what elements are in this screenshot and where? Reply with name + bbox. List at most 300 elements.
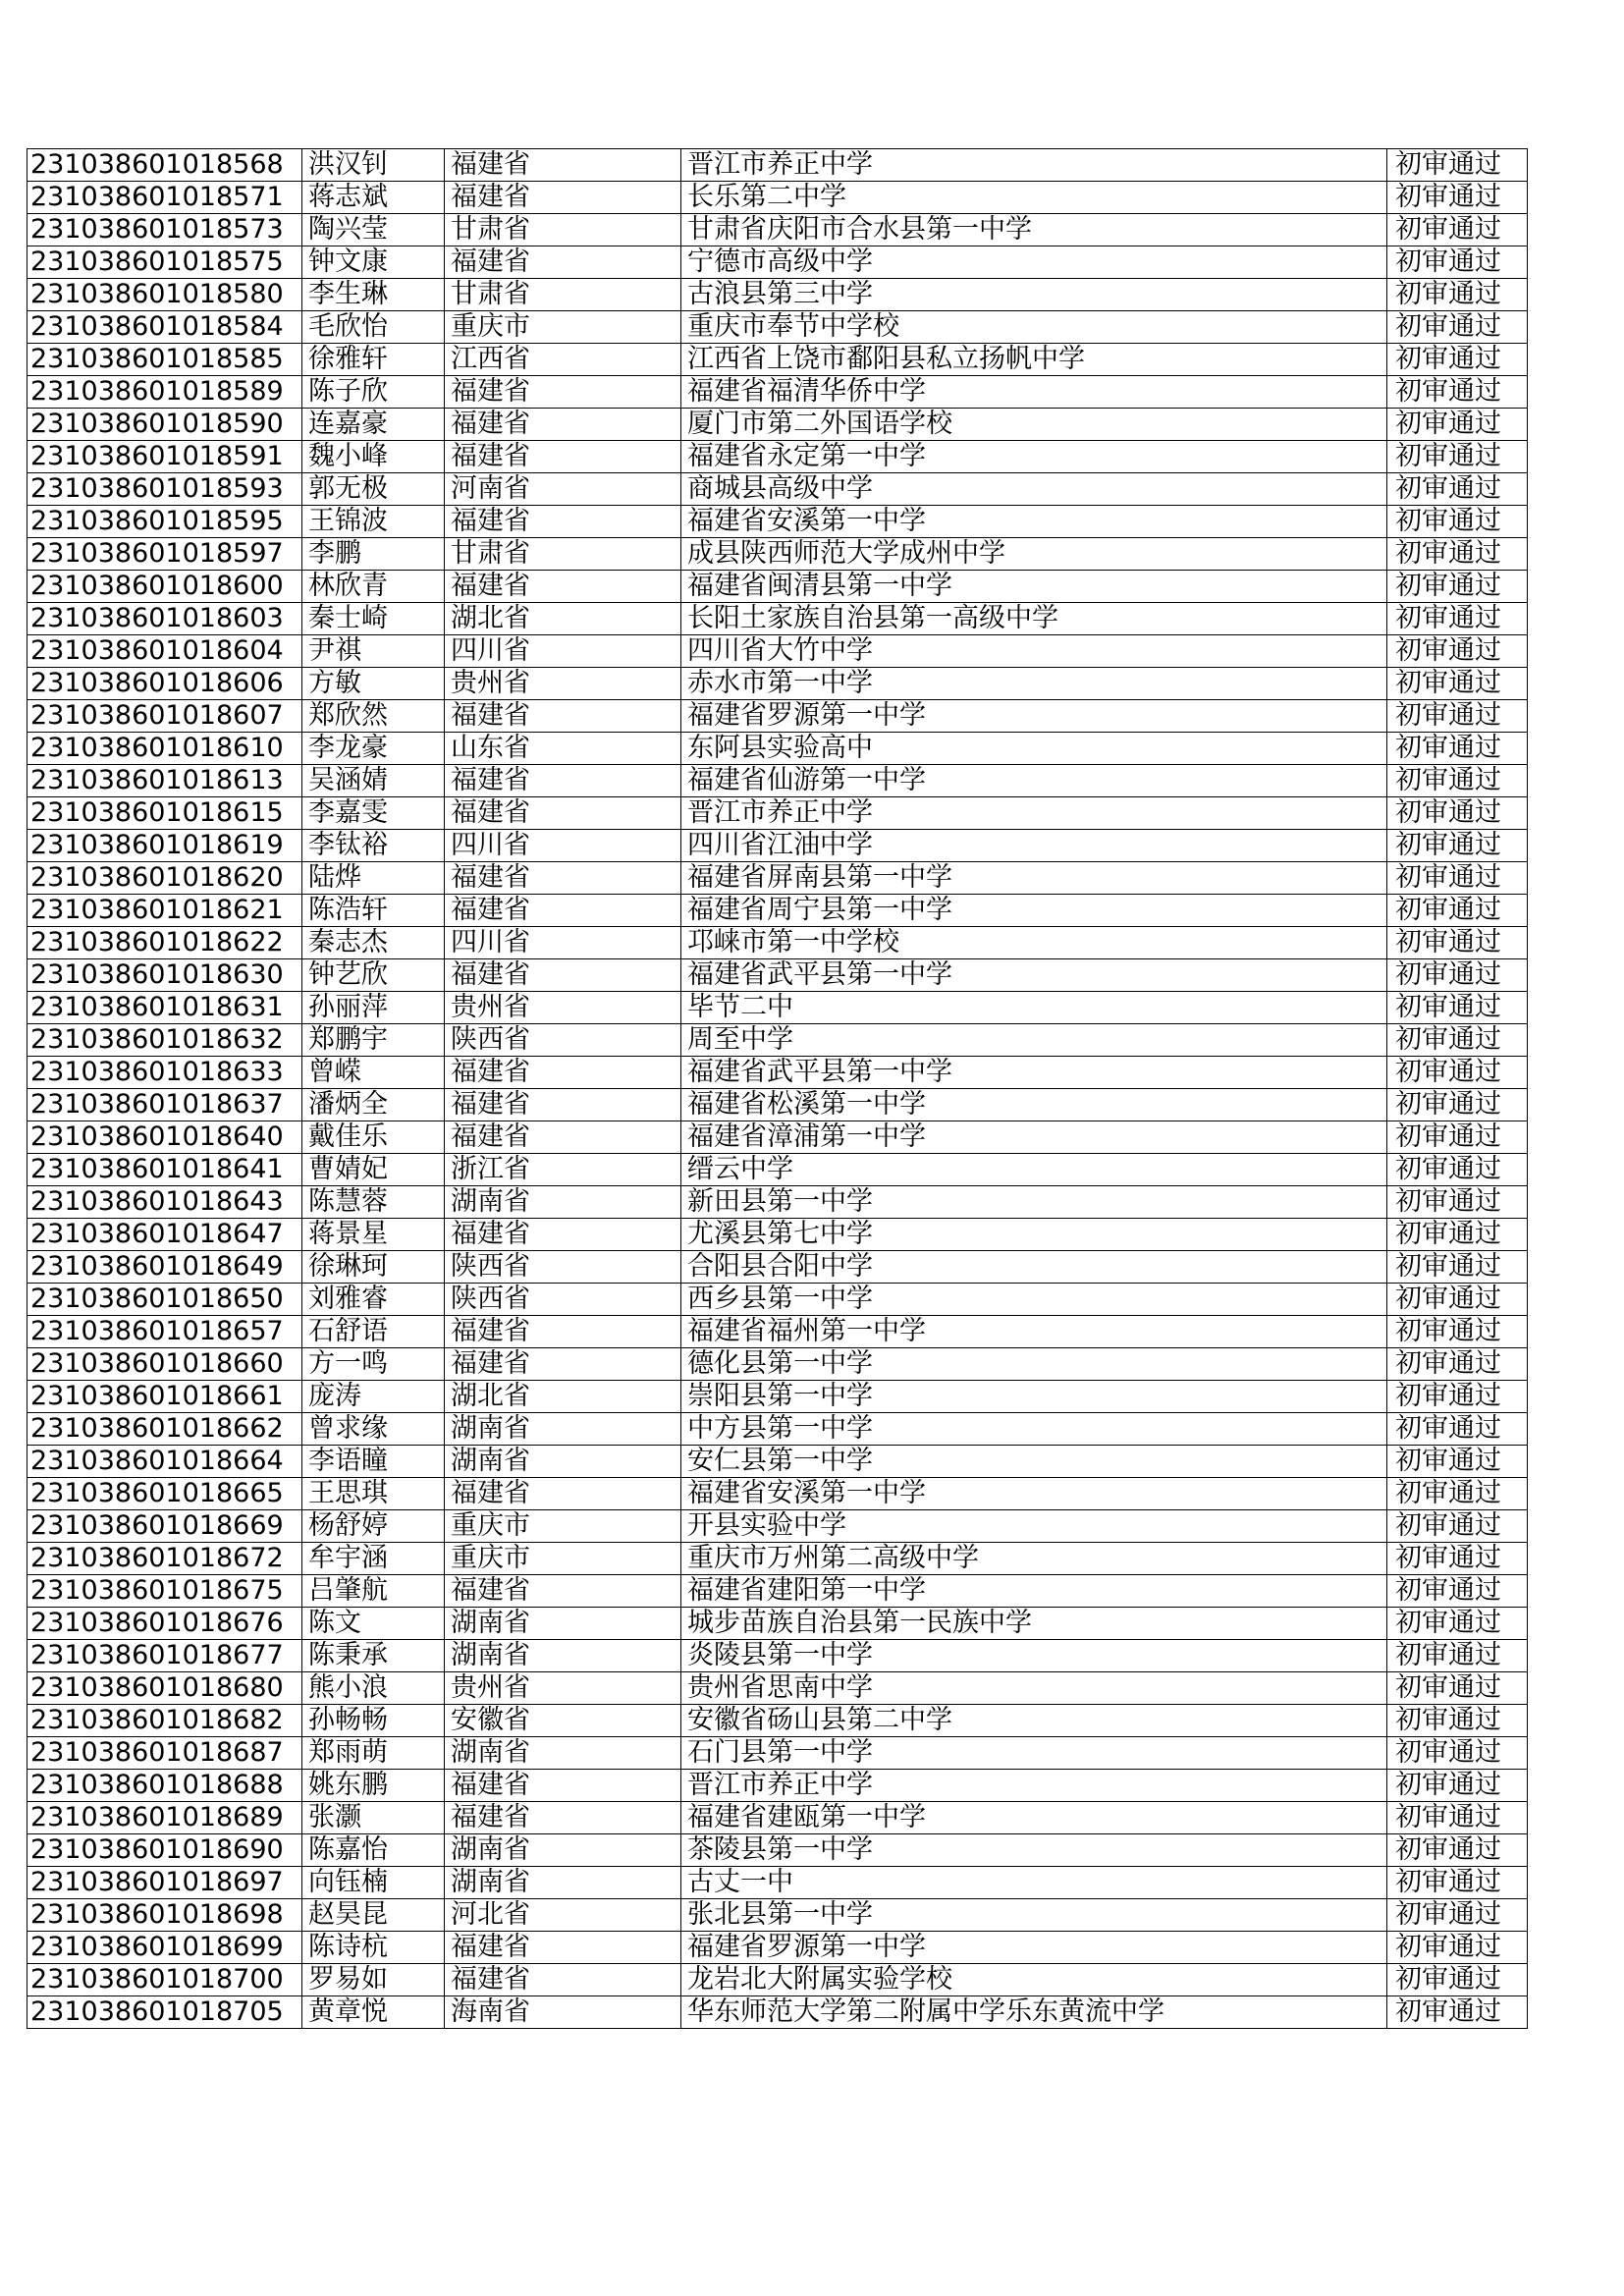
review-status-cell: 初审通过: [1387, 1834, 1528, 1867]
registration-number-cell: 231038601018662: [27, 1413, 302, 1446]
registration-number-cell: 231038601018568: [27, 149, 302, 182]
registration-number-cell: 231038601018664: [27, 1446, 302, 1478]
applicant-name-cell: 蒋志斌: [302, 182, 445, 214]
table-row: [27, 1705, 1528, 1737]
province-cell: 浙江省: [445, 1154, 681, 1186]
school-cell: 福建省武平县第一中学: [681, 1057, 1387, 1089]
table-row: [27, 830, 1528, 862]
table-row: [27, 1154, 1528, 1186]
province-cell: 福建省: [445, 1121, 681, 1154]
province-cell: 福建省: [445, 1932, 681, 1964]
table-row: [27, 1867, 1528, 1899]
school-cell: 赤水市第一中学: [681, 668, 1387, 700]
table-row: [27, 992, 1528, 1024]
school-cell: 合阳县合阳中学: [681, 1251, 1387, 1284]
table-row: [27, 1251, 1528, 1284]
province-cell: 福建省: [445, 409, 681, 441]
school-cell: 古浪县第三中学: [681, 279, 1387, 311]
province-cell: 陕西省: [445, 1024, 681, 1057]
review-status-cell: 初审通过: [1387, 344, 1528, 376]
review-status-cell: 初审通过: [1387, 1446, 1528, 1478]
province-cell: 重庆市: [445, 1510, 681, 1543]
registration-number-cell: 231038601018622: [27, 927, 302, 959]
applicant-name-cell: 孙畅畅: [302, 1705, 445, 1737]
registration-number-cell: 231038601018620: [27, 862, 302, 895]
school-cell: 开县实验中学: [681, 1510, 1387, 1543]
school-cell: 崇阳县第一中学: [681, 1381, 1387, 1413]
registration-number-cell: 231038601018610: [27, 733, 302, 765]
review-status-cell: 初审通过: [1387, 1024, 1528, 1057]
table-row: [27, 635, 1528, 668]
applicant-name-cell: 牟宇涵: [302, 1543, 445, 1575]
school-cell: 毕节二中: [681, 992, 1387, 1024]
province-cell: 四川省: [445, 830, 681, 862]
province-cell: 福建省: [445, 246, 681, 279]
review-status-cell: 初审通过: [1387, 992, 1528, 1024]
applicant-table-body: [27, 149, 1528, 2029]
review-status-cell: 初审通过: [1387, 246, 1528, 279]
school-cell: 福建省安溪第一中学: [681, 1478, 1387, 1510]
school-cell: 福建省建瓯第一中学: [681, 1802, 1387, 1834]
applicant-name-cell: 方一鸣: [302, 1348, 445, 1381]
province-cell: 福建省: [445, 765, 681, 797]
table-row: [27, 1770, 1528, 1802]
review-status-cell: 初审通过: [1387, 1964, 1528, 1996]
table-row: [27, 927, 1528, 959]
province-cell: 河北省: [445, 1899, 681, 1932]
table-row: [27, 733, 1528, 765]
review-status-cell: 初审通过: [1387, 1348, 1528, 1381]
province-cell: 江西省: [445, 344, 681, 376]
applicant-name-cell: 郑鹏宇: [302, 1024, 445, 1057]
applicant-name-cell: 姚东鹏: [302, 1770, 445, 1802]
table-row: [27, 246, 1528, 279]
review-status-cell: 初审通过: [1387, 700, 1528, 733]
province-cell: 甘肃省: [445, 214, 681, 246]
province-cell: 福建省: [445, 441, 681, 473]
province-cell: 山东省: [445, 733, 681, 765]
school-cell: 安徽省砀山县第二中学: [681, 1705, 1387, 1737]
school-cell: 石门县第一中学: [681, 1737, 1387, 1770]
table-row: [27, 895, 1528, 927]
school-cell: 重庆市奉节中学校: [681, 311, 1387, 344]
applicant-name-cell: 王思琪: [302, 1478, 445, 1510]
registration-number-cell: 231038601018632: [27, 1024, 302, 1057]
applicant-name-cell: 郑雨萌: [302, 1737, 445, 1770]
review-status-cell: 初审通过: [1387, 797, 1528, 830]
province-cell: 福建省: [445, 1089, 681, 1121]
table-row: [27, 1219, 1528, 1251]
table-row: [27, 862, 1528, 895]
province-cell: 陕西省: [445, 1284, 681, 1316]
table-row: [27, 797, 1528, 830]
applicant-name-cell: 李龙豪: [302, 733, 445, 765]
registration-number-cell: 231038601018593: [27, 473, 302, 506]
applicant-name-cell: 曾求缘: [302, 1413, 445, 1446]
registration-number-cell: 231038601018600: [27, 571, 302, 603]
applicant-name-cell: 陶兴莹: [302, 214, 445, 246]
review-status-cell: 初审通过: [1387, 1413, 1528, 1446]
province-cell: 重庆市: [445, 311, 681, 344]
school-cell: 城步苗族自治县第一民族中学: [681, 1608, 1387, 1640]
review-status-cell: 初审通过: [1387, 1867, 1528, 1899]
applicant-name-cell: 林欣青: [302, 571, 445, 603]
table-row: [27, 1510, 1528, 1543]
registration-number-cell: 231038601018643: [27, 1186, 302, 1219]
school-cell: 重庆市万州第二高级中学: [681, 1543, 1387, 1575]
review-status-cell: 初审通过: [1387, 1478, 1528, 1510]
table-row: [27, 149, 1528, 182]
registration-number-cell: 231038601018640: [27, 1121, 302, 1154]
review-status-cell: 初审通过: [1387, 1510, 1528, 1543]
registration-number-cell: 231038601018585: [27, 344, 302, 376]
applicant-name-cell: 向钰楠: [302, 1867, 445, 1899]
applicant-name-cell: 石舒语: [302, 1316, 445, 1348]
registration-number-cell: 231038601018621: [27, 895, 302, 927]
registration-number-cell: 231038601018682: [27, 1705, 302, 1737]
review-status-cell: 初审通过: [1387, 441, 1528, 473]
registration-number-cell: 231038601018690: [27, 1834, 302, 1867]
review-status-cell: 初审通过: [1387, 409, 1528, 441]
registration-number-cell: 231038601018680: [27, 1672, 302, 1705]
table-row: [27, 1089, 1528, 1121]
registration-number-cell: 231038601018672: [27, 1543, 302, 1575]
applicant-name-cell: 潘炳全: [302, 1089, 445, 1121]
registration-number-cell: 231038601018649: [27, 1251, 302, 1284]
table-row: [27, 538, 1528, 571]
registration-number-cell: 231038601018575: [27, 246, 302, 279]
school-cell: 德化县第一中学: [681, 1348, 1387, 1381]
review-status-cell: 初审通过: [1387, 668, 1528, 700]
school-cell: 古丈一中: [681, 1867, 1387, 1899]
school-cell: 缙云中学: [681, 1154, 1387, 1186]
registration-number-cell: 231038601018697: [27, 1867, 302, 1899]
table-row: [27, 344, 1528, 376]
review-status-cell: 初审通过: [1387, 1608, 1528, 1640]
review-status-cell: 初审通过: [1387, 895, 1528, 927]
school-cell: 周至中学: [681, 1024, 1387, 1057]
school-cell: 晋江市养正中学: [681, 149, 1387, 182]
province-cell: 甘肃省: [445, 538, 681, 571]
school-cell: 东阿县实验高中: [681, 733, 1387, 765]
province-cell: 陕西省: [445, 1251, 681, 1284]
table-row: [27, 1316, 1528, 1348]
registration-number-cell: 231038601018604: [27, 635, 302, 668]
registration-number-cell: 231038601018591: [27, 441, 302, 473]
registration-number-cell: 231038601018589: [27, 376, 302, 409]
applicant-name-cell: 徐雅轩: [302, 344, 445, 376]
applicant-name-cell: 魏小峰: [302, 441, 445, 473]
province-cell: 四川省: [445, 927, 681, 959]
school-cell: 炎陵县第一中学: [681, 1640, 1387, 1672]
province-cell: 湖南省: [445, 1608, 681, 1640]
review-status-cell: 初审通过: [1387, 1996, 1528, 2029]
table-row: [27, 1996, 1528, 2029]
school-cell: 新田县第一中学: [681, 1186, 1387, 1219]
registration-number-cell: 231038601018606: [27, 668, 302, 700]
school-cell: 商城县高级中学: [681, 473, 1387, 506]
applicant-name-cell: 陈秉承: [302, 1640, 445, 1672]
table-row: [27, 668, 1528, 700]
school-cell: 长阳土家族自治县第一高级中学: [681, 603, 1387, 635]
review-status-cell: 初审通过: [1387, 571, 1528, 603]
table-row: [27, 506, 1528, 538]
table-row: [27, 1543, 1528, 1575]
applicant-name-cell: 李语瞳: [302, 1446, 445, 1478]
province-cell: 福建省: [445, 862, 681, 895]
school-cell: 福建省仙游第一中学: [681, 765, 1387, 797]
province-cell: 湖南省: [445, 1413, 681, 1446]
review-status-cell: 初审通过: [1387, 1381, 1528, 1413]
review-status-cell: 初审通过: [1387, 1899, 1528, 1932]
province-cell: 重庆市: [445, 1543, 681, 1575]
table-row: [27, 311, 1528, 344]
province-cell: 河南省: [445, 473, 681, 506]
applicant-name-cell: 黄章悦: [302, 1996, 445, 2029]
province-cell: 福建省: [445, 1219, 681, 1251]
review-status-cell: 初审通过: [1387, 1543, 1528, 1575]
registration-number-cell: 231038601018675: [27, 1575, 302, 1608]
school-cell: 成县陕西师范大学成州中学: [681, 538, 1387, 571]
registration-number-cell: 231038601018630: [27, 959, 302, 992]
province-cell: 福建省: [445, 149, 681, 182]
registration-number-cell: 231038601018665: [27, 1478, 302, 1510]
applicant-name-cell: 李鹏: [302, 538, 445, 571]
review-status-cell: 初审通过: [1387, 1089, 1528, 1121]
school-cell: 龙岩北大附属实验学校: [681, 1964, 1387, 1996]
school-cell: 福建省武平县第一中学: [681, 959, 1387, 992]
registration-number-cell: 231038601018647: [27, 1219, 302, 1251]
applicant-name-cell: 连嘉豪: [302, 409, 445, 441]
applicant-name-cell: 陆烨: [302, 862, 445, 895]
applicant-name-cell: 方敏: [302, 668, 445, 700]
registration-number-cell: 231038601018705: [27, 1996, 302, 2029]
province-cell: 福建省: [445, 700, 681, 733]
province-cell: 四川省: [445, 635, 681, 668]
school-cell: 长乐第二中学: [681, 182, 1387, 214]
review-status-cell: 初审通过: [1387, 1932, 1528, 1964]
school-cell: 福建省安溪第一中学: [681, 506, 1387, 538]
applicant-name-cell: 秦士崎: [302, 603, 445, 635]
applicant-name-cell: 曹婧妃: [302, 1154, 445, 1186]
school-cell: 福建省福州第一中学: [681, 1316, 1387, 1348]
table-row: [27, 1964, 1528, 1996]
review-status-cell: 初审通过: [1387, 311, 1528, 344]
review-status-cell: 初审通过: [1387, 635, 1528, 668]
applicant-name-cell: 戴佳乐: [302, 1121, 445, 1154]
table-row: [27, 1672, 1528, 1705]
applicant-name-cell: 李嘉雯: [302, 797, 445, 830]
registration-number-cell: 231038601018669: [27, 1510, 302, 1543]
review-status-cell: 初审通过: [1387, 149, 1528, 182]
province-cell: 福建省: [445, 1057, 681, 1089]
applicant-name-cell: 陈浩轩: [302, 895, 445, 927]
review-status-cell: 初审通过: [1387, 1802, 1528, 1834]
applicant-name-cell: 郭无极: [302, 473, 445, 506]
table-row: [27, 376, 1528, 409]
province-cell: 福建省: [445, 1802, 681, 1834]
table-row: [27, 1121, 1528, 1154]
registration-number-cell: 231038601018699: [27, 1932, 302, 1964]
province-cell: 甘肃省: [445, 279, 681, 311]
school-cell: 厦门市第二外国语学校: [681, 409, 1387, 441]
table-row: [27, 1348, 1528, 1381]
registration-number-cell: 231038601018595: [27, 506, 302, 538]
registration-number-cell: 231038601018637: [27, 1089, 302, 1121]
applicant-name-cell: 吴涵婧: [302, 765, 445, 797]
applicant-name-cell: 张灏: [302, 1802, 445, 1834]
table-row: [27, 1478, 1528, 1510]
applicant-name-cell: 李钛裕: [302, 830, 445, 862]
school-cell: 福建省周宁县第一中学: [681, 895, 1387, 927]
school-cell: 甘肃省庆阳市合水县第一中学: [681, 214, 1387, 246]
review-status-cell: 初审通过: [1387, 1737, 1528, 1770]
registration-number-cell: 231038601018633: [27, 1057, 302, 1089]
school-cell: 邛崃市第一中学校: [681, 927, 1387, 959]
province-cell: 福建省: [445, 1770, 681, 1802]
province-cell: 湖南省: [445, 1640, 681, 1672]
table-row: [27, 1446, 1528, 1478]
registration-number-cell: 231038601018687: [27, 1737, 302, 1770]
province-cell: 福建省: [445, 182, 681, 214]
table-row: [27, 1413, 1528, 1446]
school-cell: 四川省大竹中学: [681, 635, 1387, 668]
review-status-cell: 初审通过: [1387, 214, 1528, 246]
province-cell: 湖北省: [445, 603, 681, 635]
review-status-cell: 初审通过: [1387, 603, 1528, 635]
applicant-name-cell: 钟文康: [302, 246, 445, 279]
province-cell: 海南省: [445, 1996, 681, 2029]
school-cell: 福建省松溪第一中学: [681, 1089, 1387, 1121]
table-row: [27, 441, 1528, 473]
table-row: [27, 1640, 1528, 1672]
table-row: [27, 1737, 1528, 1770]
province-cell: 贵州省: [445, 1672, 681, 1705]
table-row: [27, 279, 1528, 311]
applicant-name-cell: 王锦波: [302, 506, 445, 538]
school-cell: 福建省永定第一中学: [681, 441, 1387, 473]
review-status-cell: 初审通过: [1387, 1284, 1528, 1316]
table-row: [27, 1284, 1528, 1316]
review-status-cell: 初审通过: [1387, 1575, 1528, 1608]
school-cell: 宁德市高级中学: [681, 246, 1387, 279]
registration-number-cell: 231038601018590: [27, 409, 302, 441]
school-cell: 晋江市养正中学: [681, 1770, 1387, 1802]
school-cell: 茶陵县第一中学: [681, 1834, 1387, 1867]
applicant-name-cell: 洪汉钊: [302, 149, 445, 182]
review-status-cell: 初审通过: [1387, 765, 1528, 797]
table-row: [27, 1899, 1528, 1932]
review-status-cell: 初审通过: [1387, 959, 1528, 992]
applicant-name-cell: 熊小浪: [302, 1672, 445, 1705]
review-status-cell: 初审通过: [1387, 538, 1528, 571]
review-status-cell: 初审通过: [1387, 279, 1528, 311]
applicant-name-cell: 吕肇航: [302, 1575, 445, 1608]
registration-number-cell: 231038601018700: [27, 1964, 302, 1996]
registration-number-cell: 231038601018603: [27, 603, 302, 635]
review-status-cell: 初审通过: [1387, 1770, 1528, 1802]
applicant-name-cell: 刘雅睿: [302, 1284, 445, 1316]
table-row: [27, 700, 1528, 733]
province-cell: 福建省: [445, 895, 681, 927]
review-status-cell: 初审通过: [1387, 927, 1528, 959]
province-cell: 湖南省: [445, 1186, 681, 1219]
registration-number-cell: 231038601018613: [27, 765, 302, 797]
registration-number-cell: 231038601018650: [27, 1284, 302, 1316]
applicant-name-cell: 毛欣怡: [302, 311, 445, 344]
province-cell: 湖南省: [445, 1834, 681, 1867]
school-cell: 福建省闽清县第一中学: [681, 571, 1387, 603]
review-status-cell: 初审通过: [1387, 1186, 1528, 1219]
applicant-name-cell: 蒋景星: [302, 1219, 445, 1251]
review-status-cell: 初审通过: [1387, 376, 1528, 409]
registration-number-cell: 231038601018660: [27, 1348, 302, 1381]
applicant-name-cell: 徐琳珂: [302, 1251, 445, 1284]
registration-number-cell: 231038601018677: [27, 1640, 302, 1672]
registration-number-cell: 231038601018641: [27, 1154, 302, 1186]
school-cell: 四川省江油中学: [681, 830, 1387, 862]
registration-number-cell: 231038601018571: [27, 182, 302, 214]
review-status-cell: 初审通过: [1387, 1057, 1528, 1089]
province-cell: 湖南省: [445, 1446, 681, 1478]
table-row: [27, 959, 1528, 992]
table-row: [27, 473, 1528, 506]
review-status-cell: 初审通过: [1387, 1154, 1528, 1186]
applicant-name-cell: 李生琳: [302, 279, 445, 311]
applicant-name-cell: 赵昊昆: [302, 1899, 445, 1932]
province-cell: 安徽省: [445, 1705, 681, 1737]
province-cell: 湖南省: [445, 1737, 681, 1770]
applicant-name-cell: 陈文: [302, 1608, 445, 1640]
province-cell: 贵州省: [445, 668, 681, 700]
table-row: [27, 1024, 1528, 1057]
province-cell: 福建省: [445, 1575, 681, 1608]
review-status-cell: 初审通过: [1387, 1251, 1528, 1284]
applicant-name-cell: 郑欣然: [302, 700, 445, 733]
table-row: [27, 409, 1528, 441]
registration-number-cell: 231038601018607: [27, 700, 302, 733]
review-status-cell: 初审通过: [1387, 1705, 1528, 1737]
review-status-cell: 初审通过: [1387, 506, 1528, 538]
applicant-name-cell: 钟艺欣: [302, 959, 445, 992]
registration-number-cell: 231038601018597: [27, 538, 302, 571]
province-cell: 湖北省: [445, 1381, 681, 1413]
applicant-name-cell: 孙丽萍: [302, 992, 445, 1024]
review-status-cell: 初审通过: [1387, 182, 1528, 214]
review-status-cell: 初审通过: [1387, 830, 1528, 862]
province-cell: 湖南省: [445, 1867, 681, 1899]
review-status-cell: 初审通过: [1387, 1640, 1528, 1672]
province-cell: 福建省: [445, 1348, 681, 1381]
school-cell: 福建省屏南县第一中学: [681, 862, 1387, 895]
table-row: [27, 571, 1528, 603]
province-cell: 福建省: [445, 571, 681, 603]
applicant-name-cell: 曾嵘: [302, 1057, 445, 1089]
table-row: [27, 214, 1528, 246]
table-row: [27, 182, 1528, 214]
registration-number-cell: 231038601018580: [27, 279, 302, 311]
school-cell: 贵州省思南中学: [681, 1672, 1387, 1705]
applicant-name-cell: 陈诗杭: [302, 1932, 445, 1964]
school-cell: 晋江市养正中学: [681, 797, 1387, 830]
registration-number-cell: 231038601018631: [27, 992, 302, 1024]
table-row: [27, 603, 1528, 635]
table-row: [27, 765, 1528, 797]
table-row: [27, 1381, 1528, 1413]
review-status-cell: 初审通过: [1387, 862, 1528, 895]
review-status-cell: 初审通过: [1387, 1672, 1528, 1705]
applicant-name-cell: 罗易如: [302, 1964, 445, 1996]
